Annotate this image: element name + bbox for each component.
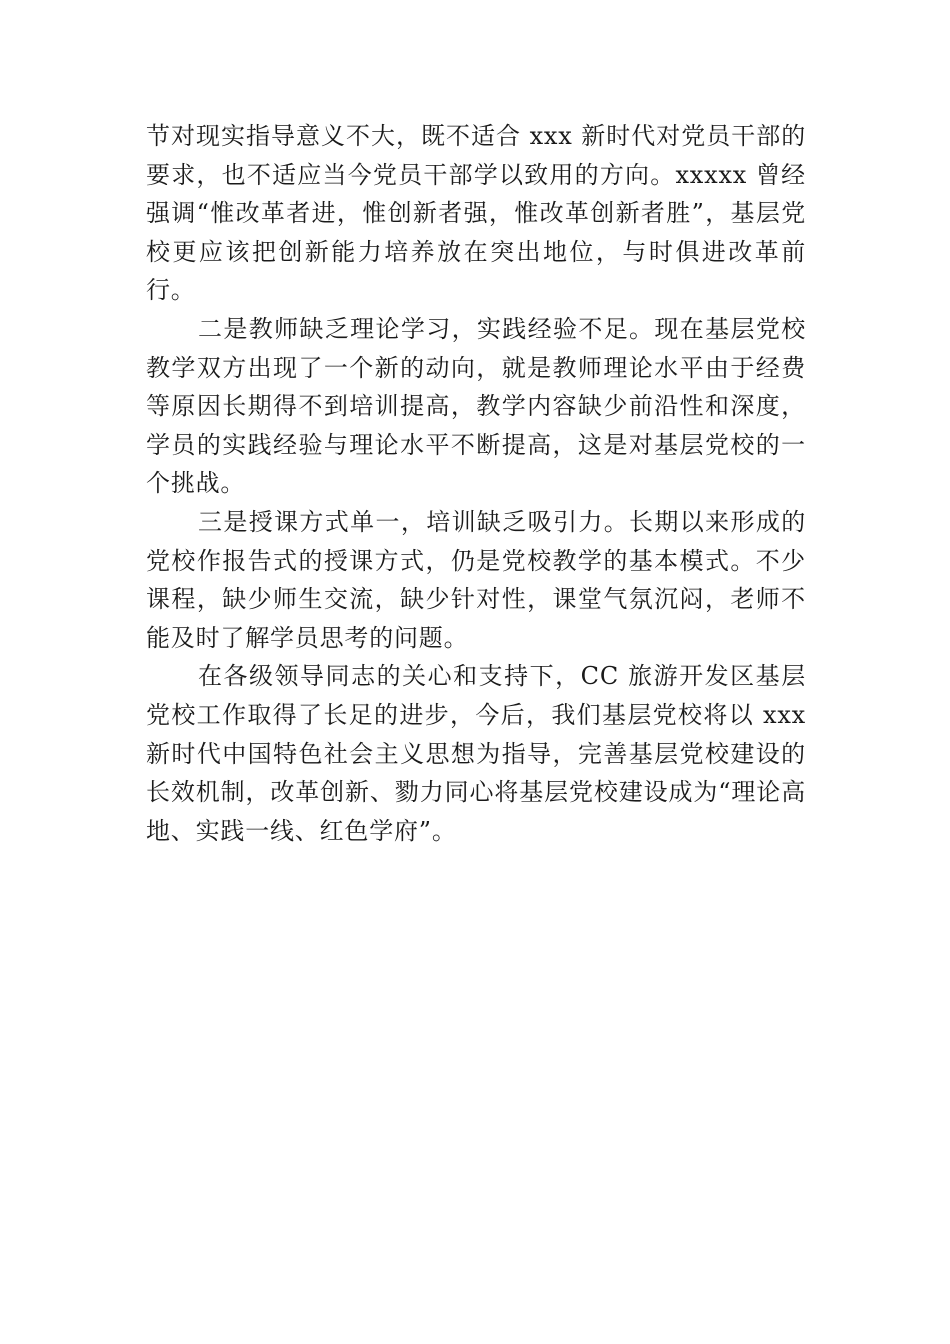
- paragraph-teacher-theory: 二是教师缺乏理论学习，实践经验不足。现在基层党校教学双方出现了一个新的动向，就是教师理论水平由于经费等原因长期得不到培训提高，教学内容缺少前沿性和深度，学员的实践经验与理论水平不断提高，这是对基层党校的一个挑战。: [146, 314, 806, 498]
- paragraph-continuation: 节对现实指导意义不大，既不适合 xxx 新时代对党员干部的要求，也不适应当今党员干部学以致用的方向。xxxxx 曾经强调“惟改革者进，惟创新者强，惟改革创新者胜”，基层党校更应该把创新能力培养放在突出地位，与时俱进改革前行。: [146, 122, 806, 305]
- paragraph-teaching-method: 三是授课方式单一，培训缺乏吸引力。长期以来形成的党校作报告式的授课方式，仍是党校教学的基本模式。不少课程，缺少师生交流，缺少针对性，课堂气氛沉闷，老师不能及时了解学员思考的问题。: [146, 507, 806, 652]
- paragraph-conclusion: 在各级领导同志的关心和支持下，CC 旅游开发区基层党校工作取得了长足的进步，今后，我们基层党校将以 xxx 新时代中国特色社会主义思想为指导，完善基层党校建设的长效机制，改革创新、勠力同心将基层党校建设成为“理论高地、实践一线、红色学府”。: [146, 662, 806, 845]
- document-body: [146, 117, 806, 850]
